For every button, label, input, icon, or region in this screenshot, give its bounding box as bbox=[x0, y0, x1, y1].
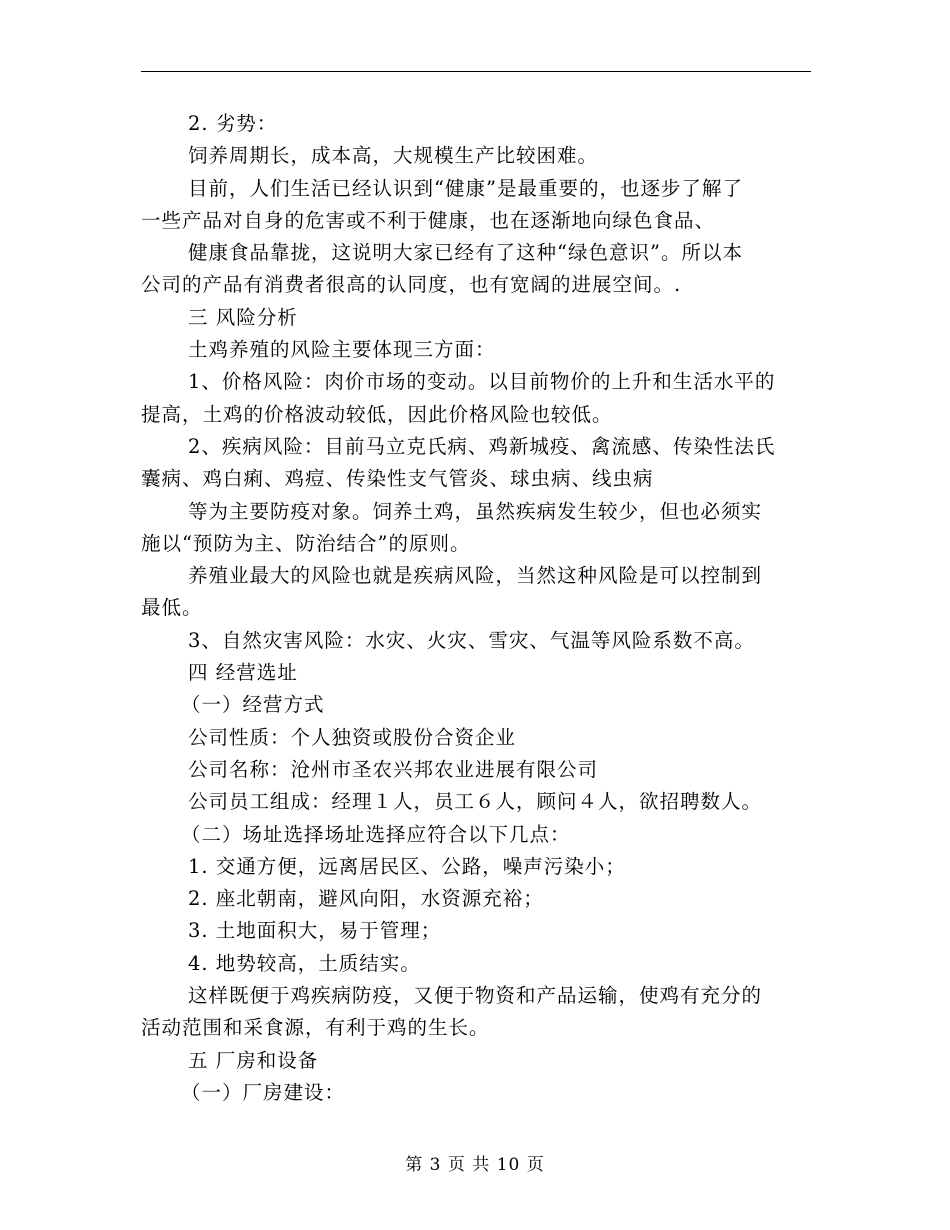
text-line: 囊病、鸡白痢、鸡痘、传染性支气管炎、球虫病、线虫病 bbox=[141, 467, 654, 491]
page-number: 第 3 页 共 10 页 bbox=[405, 1155, 545, 1175]
text-line: 养殖业最大的风险也就是疾病风险，当然这种风险是可以控制到 bbox=[188, 564, 763, 588]
text-line: （一）经营方式 bbox=[181, 693, 325, 717]
text-line: 活动范围和采食源，有利于鸡的生长。 bbox=[141, 1016, 490, 1040]
text-line: 1. 交通方便，远离居民区、公路，噪声污染小； bbox=[188, 854, 626, 878]
text-line: 等为主要防疫对象。饲养土鸡，虽然疾病发生较少，但也必须实 bbox=[188, 499, 763, 523]
text-line: 最低。 bbox=[141, 596, 203, 620]
text-line: 2、疾病风险：目前马立克氏病、鸡新城疫、禽流感、传染性法氏 bbox=[188, 434, 776, 458]
text-line: 2. 劣势： bbox=[188, 112, 278, 135]
document-body bbox=[141, 108, 811, 1109]
text-line: （二）场址选择场址选择应符合以下几点： bbox=[181, 822, 571, 846]
text-line: 公司的产品有消费者很高的认同度，也有宽阔的进展空间。. bbox=[141, 273, 682, 297]
text-line: 五 厂房和设备 bbox=[188, 1048, 319, 1072]
text-line: 目前，人们生活已经认识到“健康”是最重要的，也逐步了解了 bbox=[188, 176, 743, 200]
text-line: 公司员工组成：经理１人，员工６人，顾问４人，欲招聘数人。 bbox=[188, 790, 763, 814]
header-rule bbox=[141, 71, 811, 72]
text-line: 1、价格风险：肉价市场的变动。以目前物价的上升和生活水平的 bbox=[188, 370, 776, 394]
text-line: 施以“预防为主、防治结合”的原则。 bbox=[141, 531, 471, 555]
text-line: 健康食品靠拢，这说明大家已经有了这种“绿色意识”。所以本 bbox=[188, 241, 743, 265]
text-line: （一）厂房建设： bbox=[181, 1080, 346, 1104]
text-line: 2. 座北朝南，避风向阳，水资源充裕； bbox=[188, 887, 544, 911]
text-line: 一些产品对自身的危害或不利于健康，也在逐渐地向绿色食品、 bbox=[141, 208, 716, 232]
text-line: 这样既便于鸡疾病防疫，又便于物资和产品运输，使鸡有充分的 bbox=[188, 984, 763, 1008]
text-line: 土鸡养殖的风险主要体现三方面： bbox=[188, 338, 496, 362]
text-line: 公司名称：沧州市圣农兴邦农业进展有限公司 bbox=[188, 757, 599, 781]
text-line: 4. 地势较高，土质结实。 bbox=[188, 951, 421, 975]
text-line: 公司性质：个人独资或股份合资企业 bbox=[188, 725, 517, 749]
text-line: 饲养周期长，成本高，大规模生产比较困难。 bbox=[188, 144, 599, 168]
text-line: 3. 土地面积大，易于管理； bbox=[188, 919, 442, 943]
text-line: 提高，土鸡的价格波动较低，因此价格风险也较低。 bbox=[141, 402, 613, 426]
text-line: 四 经营选址 bbox=[188, 661, 298, 685]
text-line: 三 风险分析 bbox=[188, 305, 298, 329]
text-line: 3、自然灾害风险：水灾、火灾、雪灾、气温等风险系数不高。 bbox=[188, 628, 755, 652]
